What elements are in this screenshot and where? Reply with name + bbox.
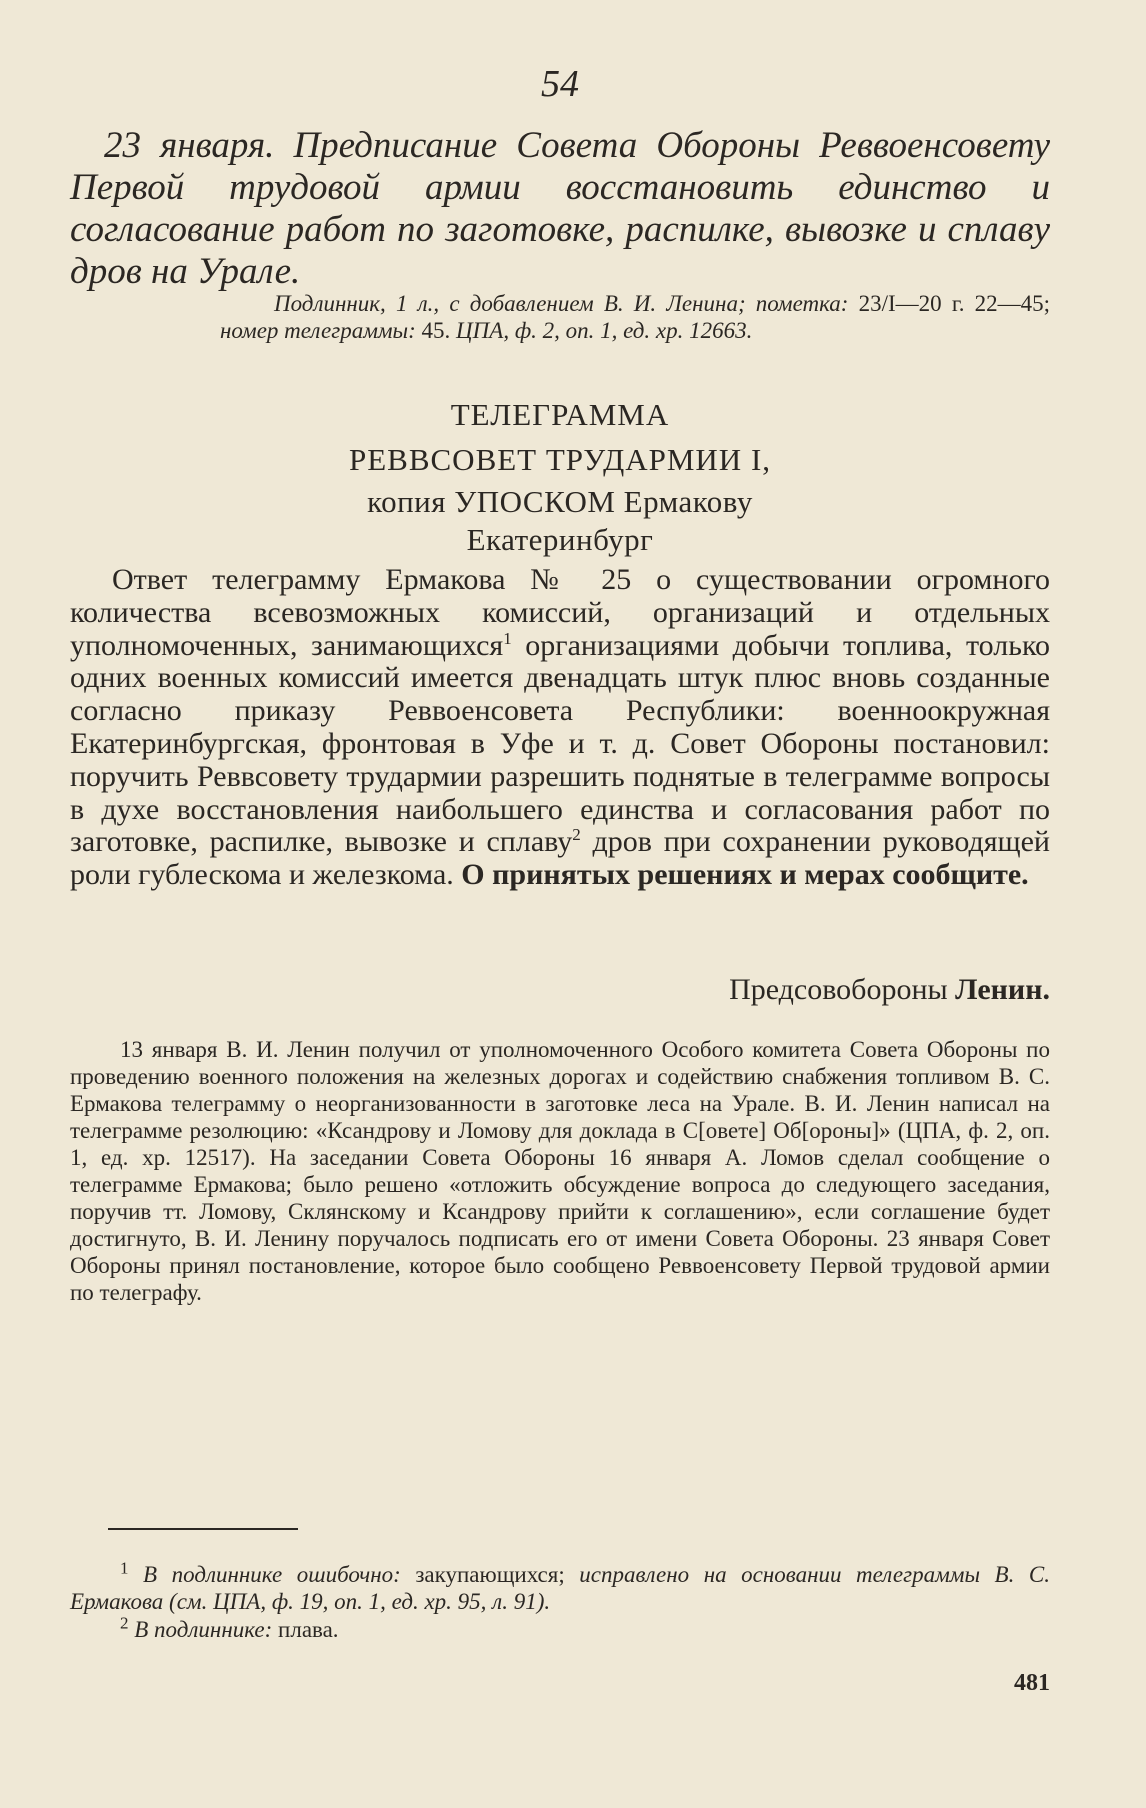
telegram-copy-recipient: копия УПОСКОМ Ермакову	[367, 484, 753, 519]
footnote-1-italic-a: В подлиннике ошибочно:	[128, 1562, 401, 1587]
footnote-1-mark: 1	[120, 1558, 129, 1578]
telegram-text-1: Ответ телеграмму Ермакова № 25 о существовании огромного количества всевозможных комиссий, организаций и отдельных уполномоченных, занимающихся	[70, 563, 1050, 662]
footnote-divider	[108, 1528, 298, 1530]
footnote-ref-2: 2	[572, 825, 581, 845]
footnote-1	[70, 1558, 1050, 1615]
footnote-1-italic-b: исправлено на основании телеграммы В. С. Ермакова (см. ЦПА, ф. 19, оп. 1, ед. хр. 95, л. 91).	[70, 1562, 1050, 1614]
source-note-part3: номер телеграммы:	[220, 318, 416, 343]
footnote-1-plain: закупающихся;	[400, 1562, 580, 1587]
book-page	[70, 0, 1050, 1808]
telegram-recipient: РЕВВСОВЕТ ТРУДАРМИИ I,	[348, 442, 772, 477]
telegram-bold-text: О принятых решениях и мерах сообщите.	[461, 858, 1029, 892]
document-heading: 23 января. Предписание Совета Обороны Реввоенсовету Первой трудовой армии восстановить единство и согласование работ по заготовке, распилке, вывозке и сплаву дров на Урале.	[70, 125, 1050, 292]
signature	[729, 973, 1050, 1007]
telegram-body	[70, 564, 1050, 892]
telegram-text-3: дров при сохранении руководящей роли гублескома и железкома.	[70, 825, 1050, 892]
footnote-2-plain: плава.	[272, 1617, 339, 1642]
source-note	[220, 290, 1050, 344]
source-note-part1: Подлинник, 1 л., с добавлением В. И. Ленина; пометка:	[274, 291, 849, 316]
source-note-part2: 23/I—20 г. 22—45;	[848, 291, 1051, 316]
signature-title: Предсовобороны	[729, 973, 956, 1006]
footnote-2-mark: 2	[120, 1613, 129, 1633]
source-note-part4: 45.	[415, 318, 457, 343]
signature-name: Ленин.	[955, 973, 1050, 1006]
editorial-commentary: 13 января В. И. Ленин получил от уполномоченного Особого комитета Совета Обороны по проведению военного положения на железных дорогах и содействию снабжения топливом В. С. Ермакова телеграмму о неорганизованности в заготовке леса на Урале. В. И. Ленин написал на телеграмме резолюцию: «Ксандрову и Ломову для доклада в С[овете] Об[ороны]» (ЦПА, ф. 2, оп. 1, ед. хр. 12517). На заседании Совета Обороны 16 января А. Ломов сделал сообщение о телеграмме Ермакова; было решено «отложить обсуждение вопроса до следующего заседания, поручив тт. Ломову, Склянскому и Ксандрову прийти к соглашению», если соглашение будет достигнуто, В. И. Ленину поручалось подписать его от имени Совета Обороны. 23 января Совет Обороны принял постановление, которое было сообщено Реввоенсовету Первой трудовой армии по телеграфу.	[70, 1037, 1050, 1305]
telegram-city: Екатеринбург	[466, 522, 654, 557]
footnote-2	[70, 1613, 1050, 1643]
footer-page-number: 481	[1014, 1670, 1050, 1696]
footnote-ref-1: 1	[503, 628, 512, 648]
telegram-text-2: организациями добычи топлива, только одних военных комиссий имеется двенадцать штук плюс вновь созданные согласно приказу Реввоенсовета Республики: военноокружная Екатеринбургская, фронтовая в Уфе и т. д. Совет Обороны постановил: поручить Реввсовету трудармии разрешить поднятые в телеграмме вопросы в духе восстановления наибольшего единства и согласования работ по заготовке, распилке, вывозке и сплаву	[70, 628, 1050, 859]
telegram-label: ТЕЛЕГРАММА	[450, 397, 670, 432]
footnote-2-italic: В подлиннике:	[128, 1617, 273, 1642]
source-note-part5: ЦПА, ф. 2, оп. 1, ед. хр. 12663.	[456, 318, 753, 343]
page-number: 54	[541, 63, 579, 105]
